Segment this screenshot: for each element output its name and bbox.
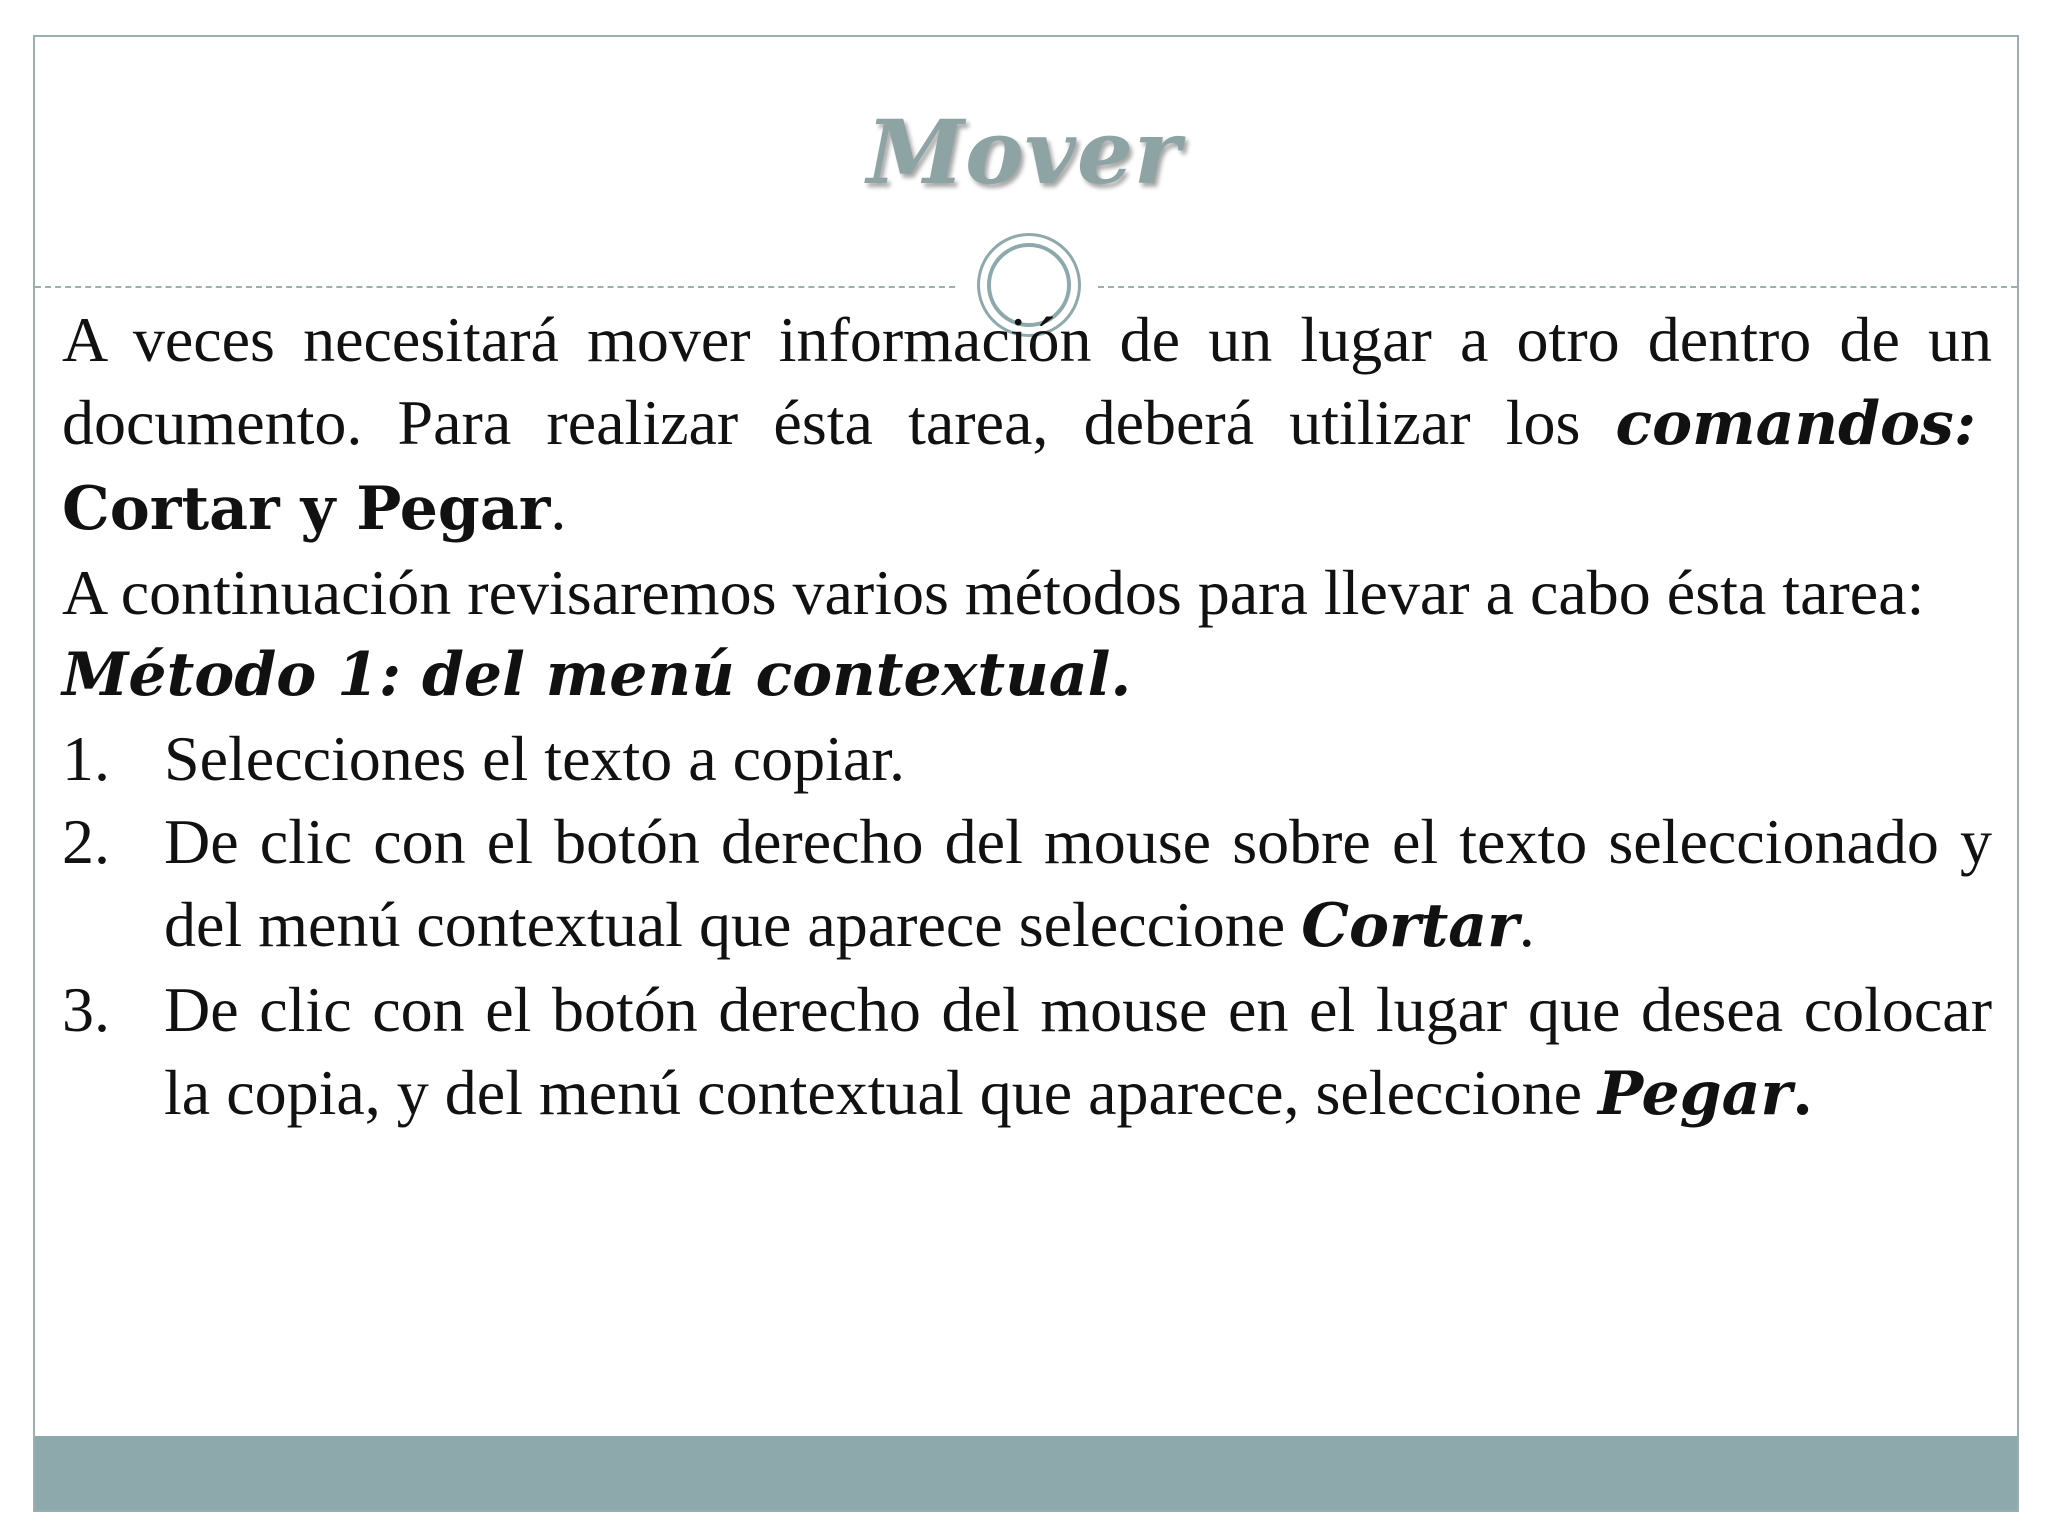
method-heading: Método 1: del menú contextual. — [62, 640, 1132, 710]
intro-end: . — [550, 472, 567, 543]
step-end: . — [1518, 889, 1535, 960]
commands-label: comandos: — [1615, 389, 1976, 459]
title-divider-right — [1098, 286, 2017, 288]
intro-text: A veces necesitará mover información de un lugar a otro dentro de un documento. Para realizar ésta tarea, deberá utilizar los — [62, 304, 1992, 458]
step-text: Selecciones el texto a copiar. — [164, 723, 906, 794]
slide-title: Mover — [866, 100, 1182, 204]
title-divider-left — [35, 286, 955, 288]
step-emphasis: Pegar — [1597, 1059, 1793, 1129]
commands-actions: Cortar y Pegar — [62, 474, 551, 544]
footer-accent-bar — [35, 1436, 2017, 1510]
methods-intro-paragraph: A continuación revisaremos varios métodos para llevar a cabo ésta tarea: — [62, 557, 1925, 628]
steps-list — [62, 717, 1992, 1136]
list-item — [62, 968, 1992, 1136]
step-emphasis: Cortar — [1301, 891, 1519, 961]
step-number: 1. — [62, 723, 110, 794]
list-item — [62, 800, 1992, 968]
step-text: De clic con el botón derecho del mouse sobre el texto seleccionado y del menú contextual que aparece seleccione — [164, 806, 1992, 960]
step-end: . — [1792, 1059, 1813, 1129]
step-number: 3. — [62, 974, 110, 1045]
slide-body — [62, 298, 1992, 1136]
step-number: 2. — [62, 806, 110, 877]
intro-paragraph — [62, 298, 1992, 551]
step-text: De clic con el botón derecho del mouse en el lugar que desea colocar la copia, y del menú contextual que aparece, seleccione — [164, 974, 1992, 1128]
list-item — [62, 717, 1992, 800]
